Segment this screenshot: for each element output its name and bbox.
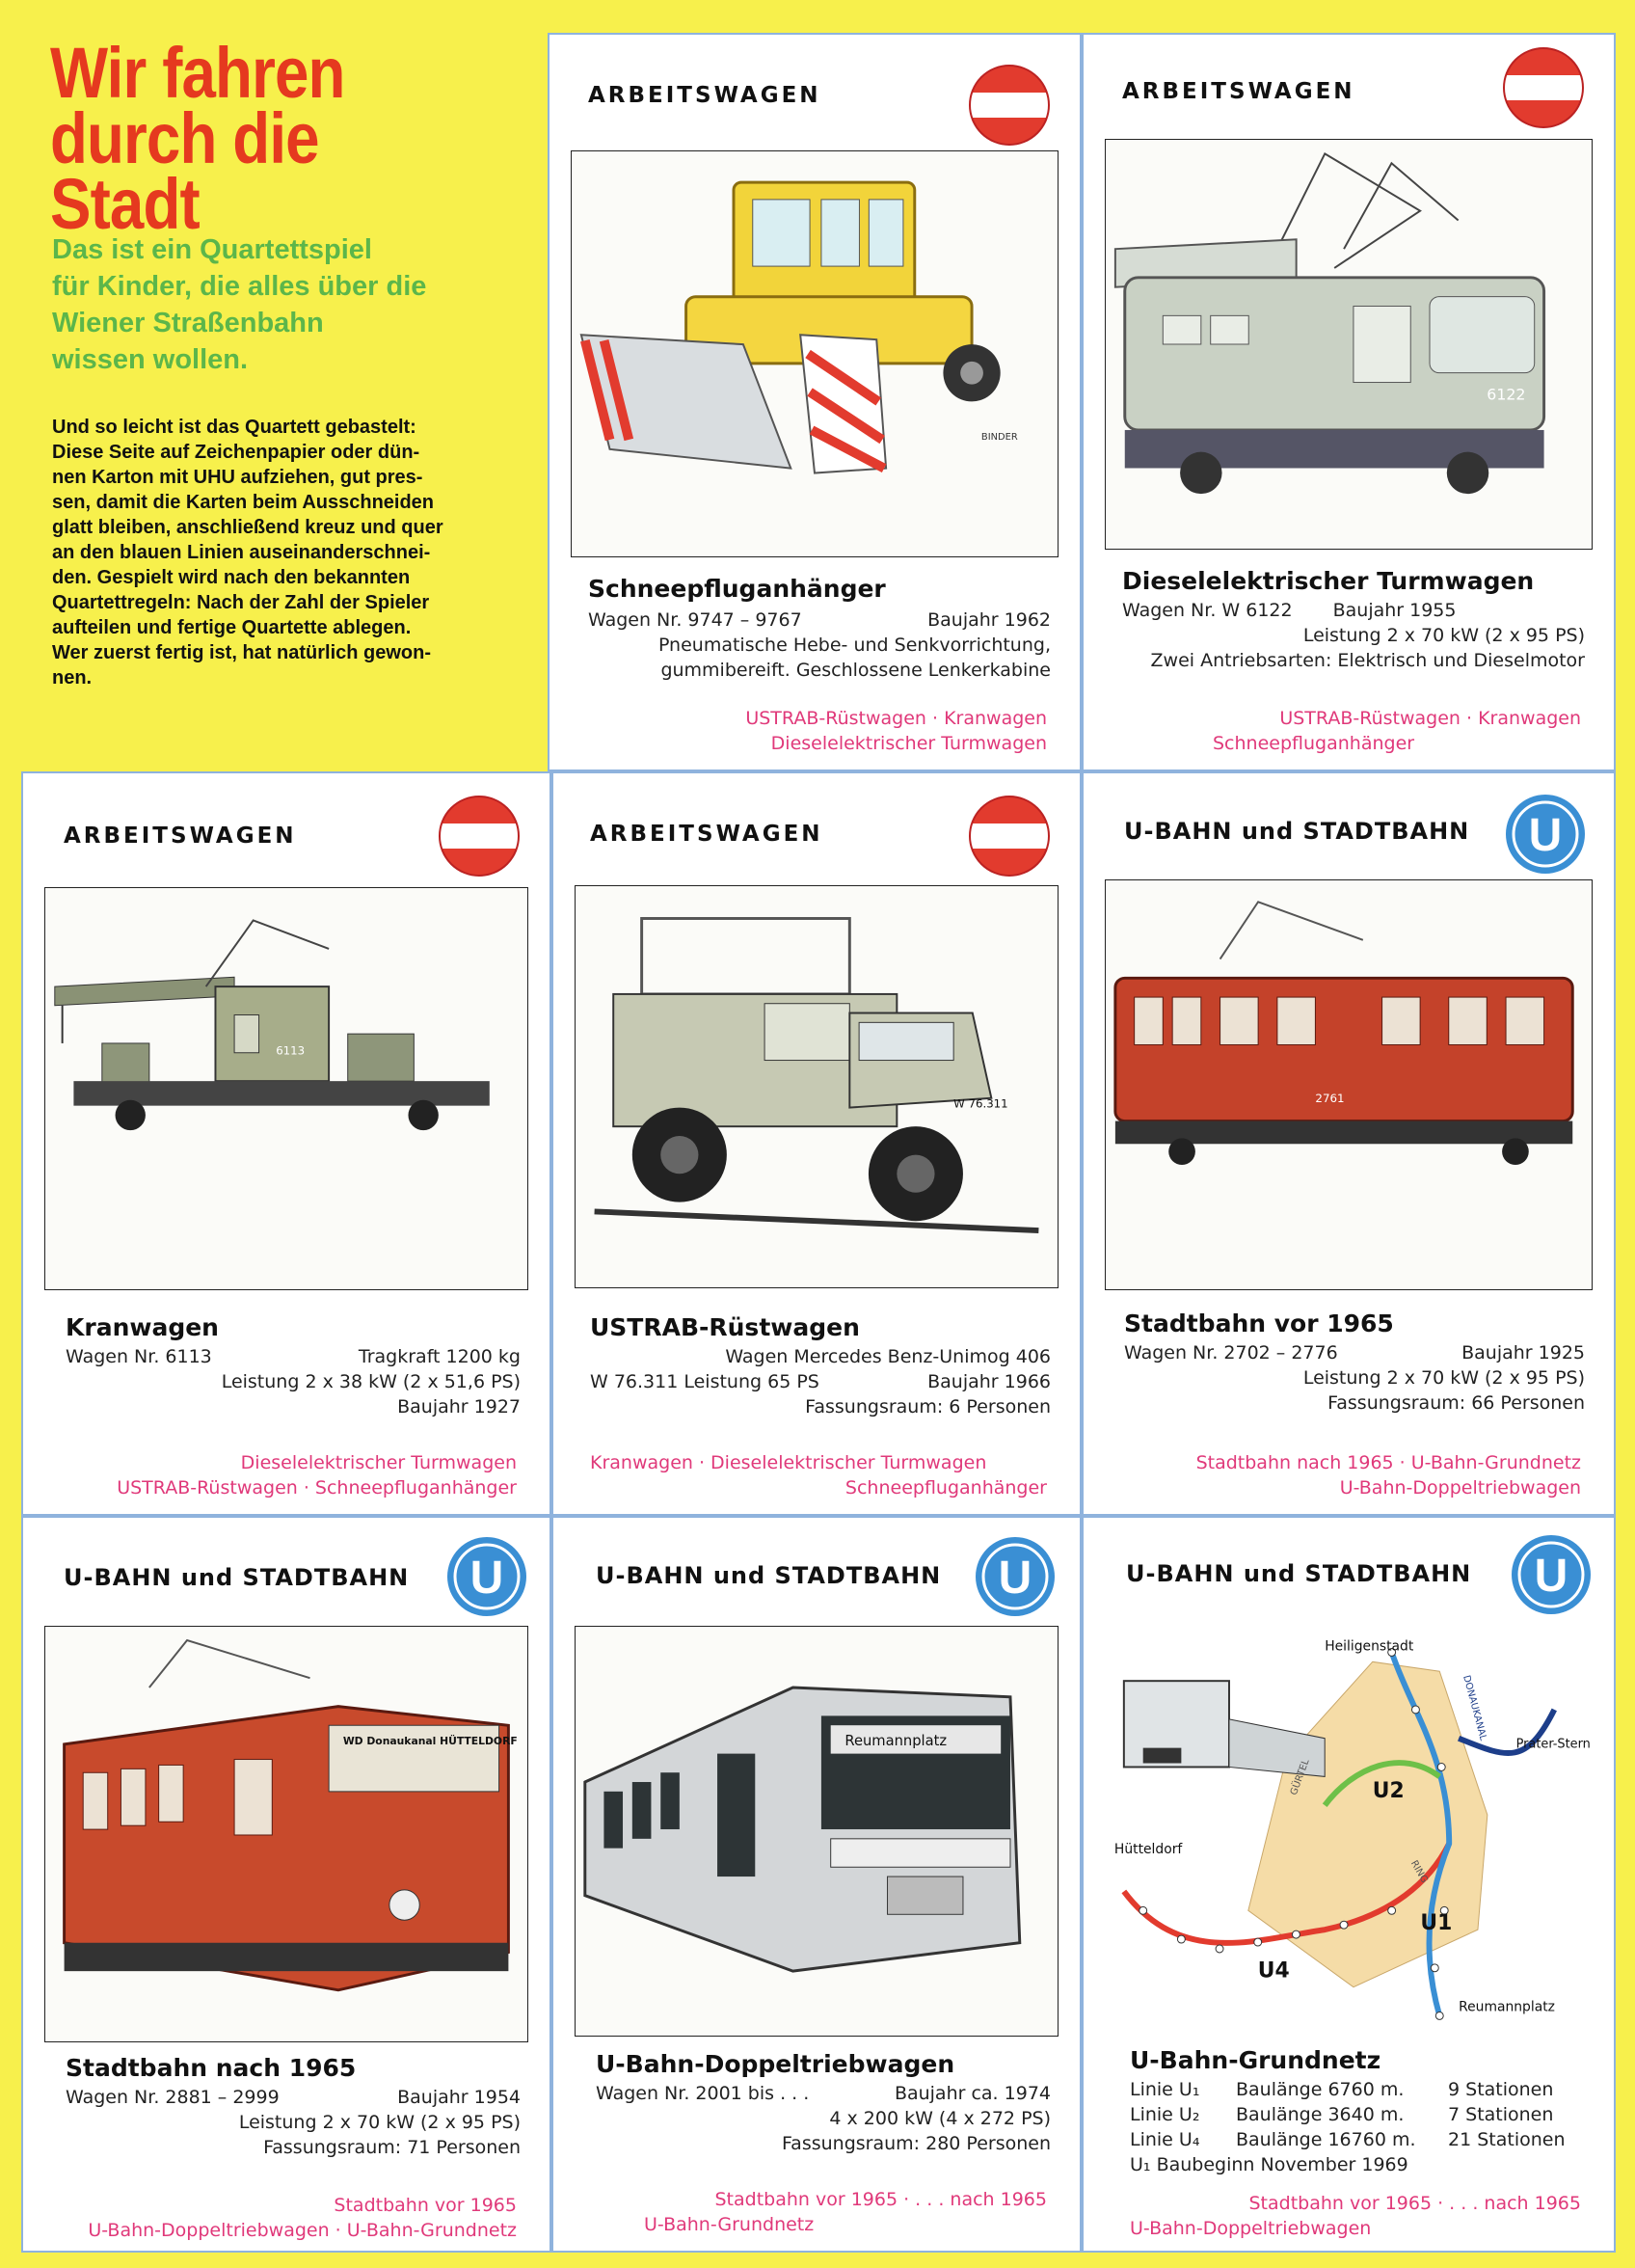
- spec-row: gummibereift. Geschlossene Lenkerkabine: [660, 660, 1051, 681]
- card-quartet-refs: USTRAB-Rüstwagen · Kranwagen Dieselelektrischer Turmwagen: [745, 708, 1047, 754]
- card-title: Kranwagen: [66, 1313, 219, 1341]
- line-stats-row: Linie U₂ Baulänge 3640 m. 7 Stationen: [1130, 2104, 1554, 2125]
- spec-row: Zwei Antriebsarten: Elektrisch und Dieselmotor: [1150, 650, 1585, 671]
- card-picture: [44, 887, 528, 1290]
- card-picture: [571, 150, 1059, 557]
- svg-text:BINDER: BINDER: [980, 431, 1018, 443]
- card-kranwagen[interactable]: [21, 771, 551, 1516]
- network-map: [1105, 1622, 1593, 2027]
- svg-text:U: U: [1534, 1551, 1568, 1602]
- card-quartet-refs: Dieselelektrischer Turmwagen USTRAB-Rüstwagen · Schneepfluganhänger: [117, 1452, 517, 1498]
- card-title: U-Bahn-Grundnetz: [1130, 2046, 1381, 2074]
- u-bahn-train-illustration: [576, 1627, 1058, 2036]
- card-turmwagen[interactable]: [1082, 33, 1616, 771]
- svg-text:Hütteldorf: Hütteldorf: [1113, 1841, 1183, 1857]
- spec-row: Leistung 2 x 70 kW (2 x 95 PS): [1302, 625, 1585, 646]
- card-category: U-BAHN und STADTBAHN: [64, 1564, 410, 1591]
- u-bahn-badge-icon: [1510, 1533, 1593, 1616]
- spec-row: Wagen Nr. 2001 bis . . . Baujahr ca. 1974: [596, 2083, 1051, 2104]
- spec-row: Fassungsraum: 6 Personen: [805, 1396, 1051, 1418]
- card-title: Stadtbahn vor 1965: [1124, 1310, 1394, 1337]
- spec-row: Wagen Mercedes Benz-Unimog 406: [725, 1346, 1051, 1367]
- spec-row: Wagen Nr. W 6122 Baujahr 1955: [1122, 600, 1457, 621]
- svg-text:U2: U2: [1372, 1779, 1405, 1804]
- austria-flag-badge-icon: [968, 795, 1051, 878]
- svg-text:GÜRTEL: GÜRTEL: [1288, 1757, 1312, 1797]
- network-stats: [1130, 2077, 1585, 2177]
- card-title: USTRAB-Rüstwagen: [590, 1313, 860, 1341]
- card-specs: [588, 608, 1051, 683]
- card-category: U-BAHN und STADTBAHN: [596, 1562, 942, 1589]
- card-category: ARBEITSWAGEN: [64, 824, 297, 849]
- card-category: U-BAHN und STADTBAHN: [1126, 1560, 1472, 1587]
- spec-row: Leistung 2 x 38 kW (2 x 51,6 PS): [221, 1371, 521, 1392]
- svg-text:DONAUKANAL: DONAUKANAL: [1461, 1674, 1488, 1742]
- austria-flag-badge-icon: [1502, 46, 1585, 129]
- austria-flag-badge-icon: [968, 64, 1051, 147]
- card-quartet-refs: USTRAB-Rüstwagen · Kranwagen Schneepfluganhänger: [1213, 708, 1581, 754]
- svg-text:U: U: [1528, 810, 1563, 861]
- spec-row: Fassungsraum: 66 Personen: [1327, 1392, 1585, 1414]
- svg-text:U: U: [998, 1552, 1032, 1604]
- u-bahn-network-map: [1105, 1622, 1593, 2027]
- u-bahn-badge-icon: [1504, 793, 1587, 876]
- spec-row: Wagen Nr. 2702 – 2776 Baujahr 1925: [1124, 1342, 1585, 1364]
- card-picture: [575, 1626, 1059, 2037]
- spec-row: 4 x 200 kW (4 x 272 PS): [829, 2108, 1051, 2129]
- svg-text:WD Donaukanal HÜTTELDORF: WD Donaukanal HÜTTELDORF: [342, 1734, 518, 1747]
- stadtbahn-old-illustration: [1106, 880, 1592, 1289]
- austria-flag-badge-icon: [438, 795, 521, 878]
- crane-car-illustration: [45, 888, 527, 1289]
- intro-subtitle: Das ist ein Quartettspiel für Kinder, die alles über die Wiener Straßenbahn wissen wollen.: [52, 234, 427, 375]
- card-ustrab-ruestwagen[interactable]: [551, 771, 1082, 1516]
- stadtbahn-new-illustration: [45, 1627, 527, 2041]
- spec-row: Wagen Nr. 2881 – 2999 Baujahr 1954: [66, 2087, 521, 2108]
- u-bahn-badge-icon: [974, 1535, 1057, 1618]
- card-quartet-refs: Stadtbahn vor 1965 · . . . nach 1965 U-Bahn-Doppeltriebwagen: [1130, 2193, 1581, 2239]
- card-category: U-BAHN und STADTBAHN: [1124, 818, 1470, 845]
- card-stadtbahn-nach-1965[interactable]: [21, 1516, 551, 2253]
- page-title: Wir fahren durch die Stadt: [50, 33, 345, 244]
- spec-row: Pneumatische Hebe- und Senkvorrichtung,: [657, 634, 1051, 656]
- svg-text:U4: U4: [1257, 1958, 1290, 1984]
- unimog-illustration: [576, 886, 1058, 1287]
- card-u-bahn-grundnetz[interactable]: [1082, 1516, 1616, 2253]
- spec-row: Leistung 2 x 70 kW (2 x 95 PS): [1302, 1367, 1585, 1389]
- svg-text:Reumannplatz: Reumannplatz: [844, 1732, 948, 1749]
- line-stats-row: Linie U₁ Baulänge 6760 m. 9 Stationen: [1130, 2079, 1554, 2100]
- svg-text:Heiligenstadt: Heiligenstadt: [1325, 1638, 1414, 1655]
- svg-text:6122: 6122: [1487, 385, 1526, 404]
- card-title: Schneepfluganhänger: [588, 575, 886, 603]
- spec-row: Baujahr 1927: [397, 1396, 521, 1418]
- card-picture: [44, 1626, 528, 2042]
- card-specs: [596, 2081, 1051, 2156]
- svg-text:W 76.311: W 76.311: [953, 1096, 1008, 1111]
- intro-instructions: Und so leicht ist das Quartett gebastelt: Diese Seite auf Zeichenpapier oder dün- nen Karton mit UHU aufziehen, gut pres- sen, damit die Karten beim Ausschneiden glatt bleiben, anschließend kreuz und quer an den blauen Linien auseinanderschnei- den. Gespielt wird nach den bekannten Quartettregeln: Nach der Zahl der Spieler aufteilen und fertige Quartette ablegen. Wer zuerst fertig ist, hat natürlich gewon- nen.: [52, 417, 443, 688]
- svg-text:RING: RING: [1407, 1858, 1430, 1885]
- spec-row: Fassungsraum: 280 Personen: [782, 2133, 1051, 2154]
- spec-row: W 76.311 Leistung 65 PS Baujahr 1966: [590, 1371, 1051, 1392]
- svg-text:Prater-Stern: Prater-Stern: [1515, 1737, 1591, 1752]
- card-specs: [1124, 1340, 1585, 1416]
- card-category: ARBEITSWAGEN: [588, 83, 821, 108]
- card-picture: [575, 885, 1059, 1288]
- card-specs: [66, 1344, 521, 1419]
- svg-text:6113: 6113: [276, 1043, 306, 1058]
- svg-text:Reumannplatz: Reumannplatz: [1459, 1999, 1555, 2015]
- spec-row: Leistung 2 x 70 kW (2 x 95 PS): [238, 2112, 521, 2133]
- card-specs: [66, 2085, 521, 2160]
- tower-car-illustration: [1106, 140, 1592, 549]
- card-picture: [1105, 139, 1593, 550]
- card-quartet-refs: Kranwagen · Dieselelektrischer Turmwagen Schneepfluganhänger: [590, 1452, 1047, 1498]
- spec-row: Wagen Nr. 6113 Tragkraft 1200 kg: [66, 1346, 521, 1367]
- card-picture: [1105, 879, 1593, 1290]
- card-category: ARBEITSWAGEN: [590, 822, 823, 847]
- svg-text:U1: U1: [1420, 1911, 1453, 1936]
- line-stats-row: Linie U₄ Baulänge 16760 m. 21 Stationen: [1130, 2129, 1566, 2150]
- construction-start: U₁ Baubeginn November 1969: [1130, 2154, 1408, 2175]
- snowplow-trailer-illustration: [572, 151, 1058, 556]
- card-category: ARBEITSWAGEN: [1122, 79, 1355, 104]
- card-quartet-refs: Stadtbahn vor 1965 U-Bahn-Doppeltriebwagen · U-Bahn-Grundnetz: [88, 2195, 517, 2241]
- card-specs: [1122, 598, 1585, 673]
- spec-row: Wagen Nr. 9747 – 9767 Baujahr 1962: [588, 609, 1051, 631]
- card-schneepfluganhaenger[interactable]: [548, 33, 1082, 771]
- card-title: U-Bahn-Doppeltriebwagen: [596, 2050, 955, 2078]
- card-quartet-refs: Stadtbahn nach 1965 · U-Bahn-Grundnetz U-Bahn-Doppeltriebwagen: [1195, 1452, 1581, 1498]
- svg-text:U: U: [469, 1552, 504, 1604]
- card-title: Stadtbahn nach 1965: [66, 2054, 357, 2082]
- card-u-bahn-doppeltriebwagen[interactable]: [551, 1516, 1082, 2253]
- intro-panel: [0, 0, 548, 771]
- card-quartet-refs: Stadtbahn vor 1965 · . . . nach 1965 U-Bahn-Grundnetz: [644, 2189, 1047, 2235]
- svg-text:2761: 2761: [1315, 1091, 1345, 1105]
- card-title: Dieselelektrischer Turmwagen: [1122, 567, 1535, 595]
- card-specs: [590, 1344, 1051, 1419]
- u-bahn-badge-icon: [445, 1535, 528, 1618]
- spec-row: Fassungsraum: 71 Personen: [263, 2137, 521, 2158]
- card-stadtbahn-vor-1965[interactable]: [1082, 771, 1616, 1516]
